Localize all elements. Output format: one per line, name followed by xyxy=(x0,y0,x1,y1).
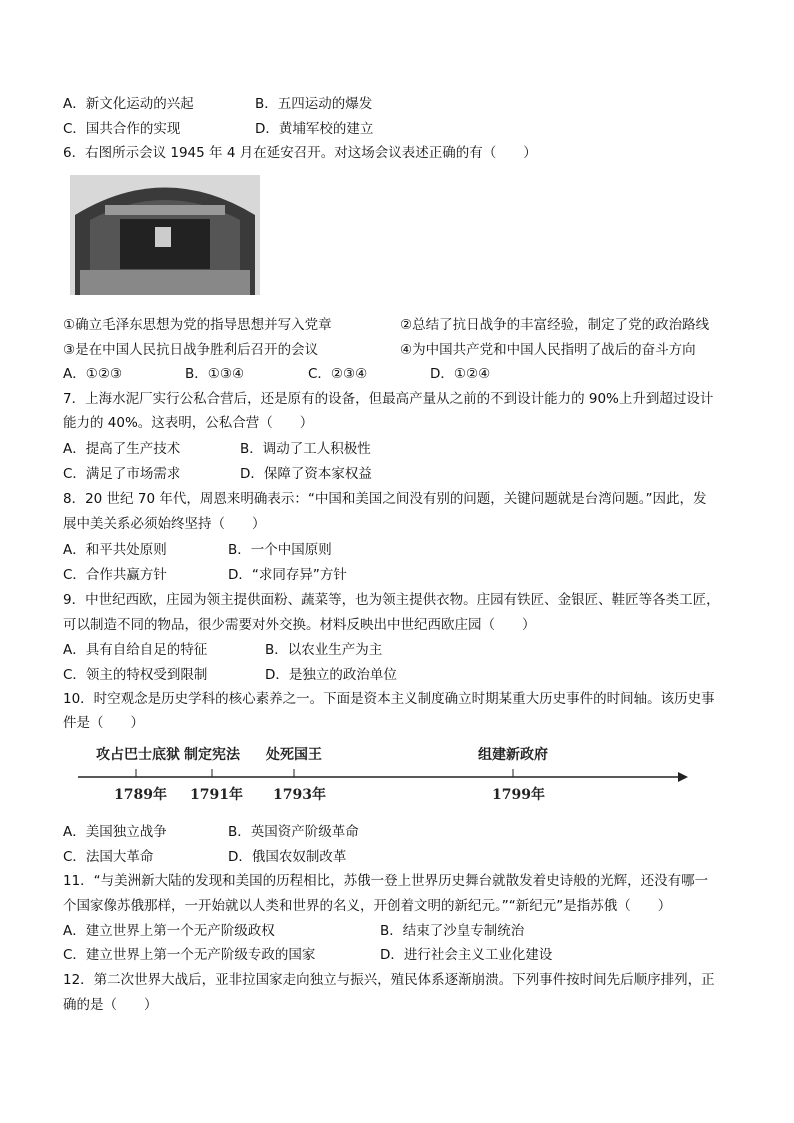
timeline-event: 制定宪法 xyxy=(184,747,240,763)
timeline-event: 组建新政府 xyxy=(478,747,548,763)
q10-option-d: D．俄国农奴制改革 xyxy=(228,849,347,865)
q9-option-c: C．领主的特权受到限制 xyxy=(63,667,208,683)
timeline-event: 处死国王 xyxy=(266,747,322,763)
q7-option-c: C．满足了市场需求 xyxy=(63,466,181,482)
q5-option-d: D．黄埔军校的建立 xyxy=(255,121,374,137)
timeline-year: 1799年 xyxy=(492,787,545,803)
q7-option-a: A．提高了生产技术 xyxy=(63,441,181,457)
q9-option-d: D．是独立的政治单位 xyxy=(265,667,397,683)
q6-statement-4: ④为中国共产党和中国人民指明了战后的奋斗方向 xyxy=(400,342,696,358)
q7-stem-line2: 能力的 40%。这表明，公私合营（ ） xyxy=(63,415,314,431)
q6-option-c: C．②③④ xyxy=(308,366,368,382)
q10-option-b: B．英国资产阶级革命 xyxy=(228,824,359,840)
q5-option-b: B．五四运动的爆发 xyxy=(255,96,373,112)
q8-option-d: D．“求同存异”方针 xyxy=(228,567,347,583)
french-revolution-timeline xyxy=(60,738,700,808)
timeline-year: 1791年 xyxy=(190,787,243,803)
q12-stem-line1: 12．第二次世界大战后，亚非拉国家走向独立与振兴，殖民体系逐渐崩溃。下列事件按时间先后顺序排列，正 xyxy=(63,972,715,988)
timeline-year: 1789年 xyxy=(114,787,167,803)
q8-stem-line2: 展中美关系必须始终坚持（ ） xyxy=(63,516,266,532)
q6-statement-2: ②总结了抗日战争的丰富经验，制定了党的政治路线 xyxy=(400,317,710,333)
q9-option-b: B．以农业生产为主 xyxy=(265,642,383,658)
q11-option-d: D．进行社会主义工业化建设 xyxy=(380,947,553,963)
q11-stem-line2: 个国家像苏俄那样，一开始就以人类和世界的名义，开创着文明的新纪元。”“新纪元”是指苏俄（ ） xyxy=(63,898,672,914)
q11-option-a: A．建立世界上第一个无产阶级政权 xyxy=(63,923,275,939)
q7-stem-line1: 7．上海水泥厂实行公私合营后，还是原有的设备，但最高产量从之前的不到设计能力的 90%上升到超过设计 xyxy=(63,391,714,407)
q9-stem-line2: 可以制造不同的物品，很少需要对外交换。材料反映出中世纪西欧庄园（ ） xyxy=(63,617,536,633)
q6-option-a: A．①②③ xyxy=(63,366,123,382)
q8-option-a: A．和平共处原则 xyxy=(63,542,167,558)
timeline-event: 攻占巴士底狱 xyxy=(96,747,180,763)
q6-option-b: B．①③④ xyxy=(185,366,245,382)
q7-option-b: B．调动了工人积极性 xyxy=(240,441,371,457)
q12-stem-line2: 确的是（ ） xyxy=(63,997,158,1013)
q10-option-a: A．美国独立战争 xyxy=(63,824,167,840)
q11-option-b: B．结束了沙皇专制统治 xyxy=(380,923,525,939)
q10-stem-line1: 10．时空观念是历史学科的核心素养之一。下面是资本主义制度确立时期某重大历史事件的时间轴。该历史事 xyxy=(63,691,715,707)
q6-option-d: D．①②④ xyxy=(430,366,491,382)
q5-option-c: C．国共合作的实现 xyxy=(63,121,181,137)
timeline-year: 1793年 xyxy=(273,787,326,803)
congress-photo xyxy=(70,175,260,295)
q7-option-d: D．保障了资本家权益 xyxy=(240,466,372,482)
q6-statement-1: ①确立毛泽东思想为党的指导思想并写入党章 xyxy=(63,317,332,333)
q6-stem: 6．右图所示会议 1945 年 4 月在延安召开。对这场会议表述正确的有（ ） xyxy=(63,145,537,161)
q10-stem-line2: 件是（ ） xyxy=(63,715,144,731)
timeline-arrow-icon xyxy=(678,772,688,782)
q6-statement-3: ③是在中国人民抗日战争胜利后召开的会议 xyxy=(63,342,319,358)
q11-option-c: C．建立世界上第一个无产阶级专政的国家 xyxy=(63,947,316,963)
q5-option-a: A．新文化运动的兴起 xyxy=(63,96,194,112)
q8-option-c: C．合作共赢方针 xyxy=(63,567,167,583)
q11-stem-line1: 11．“与美洲新大陆的发现和美国的历程相比，苏俄一登上世界历史舞台就散发着史诗般的光辉，还没有哪一 xyxy=(63,873,709,889)
q10-option-c: C．法国大革命 xyxy=(63,849,154,865)
q9-stem-line1: 9．中世纪西欧，庄园为领主提供面粉、蔬菜等，也为领主提供衣物。庄园有铁匠、金银匠、鞋匠等各类工匠， xyxy=(63,592,720,608)
q8-option-b: B．一个中国原则 xyxy=(228,542,332,558)
q8-stem-line1: 8．20 世纪 70 年代，周恩来明确表示：“中国和美国之间没有别的问题，关键问题就是台湾问题。”因此，发 xyxy=(63,491,707,507)
q9-option-a: A．具有自给自足的特征 xyxy=(63,642,208,658)
